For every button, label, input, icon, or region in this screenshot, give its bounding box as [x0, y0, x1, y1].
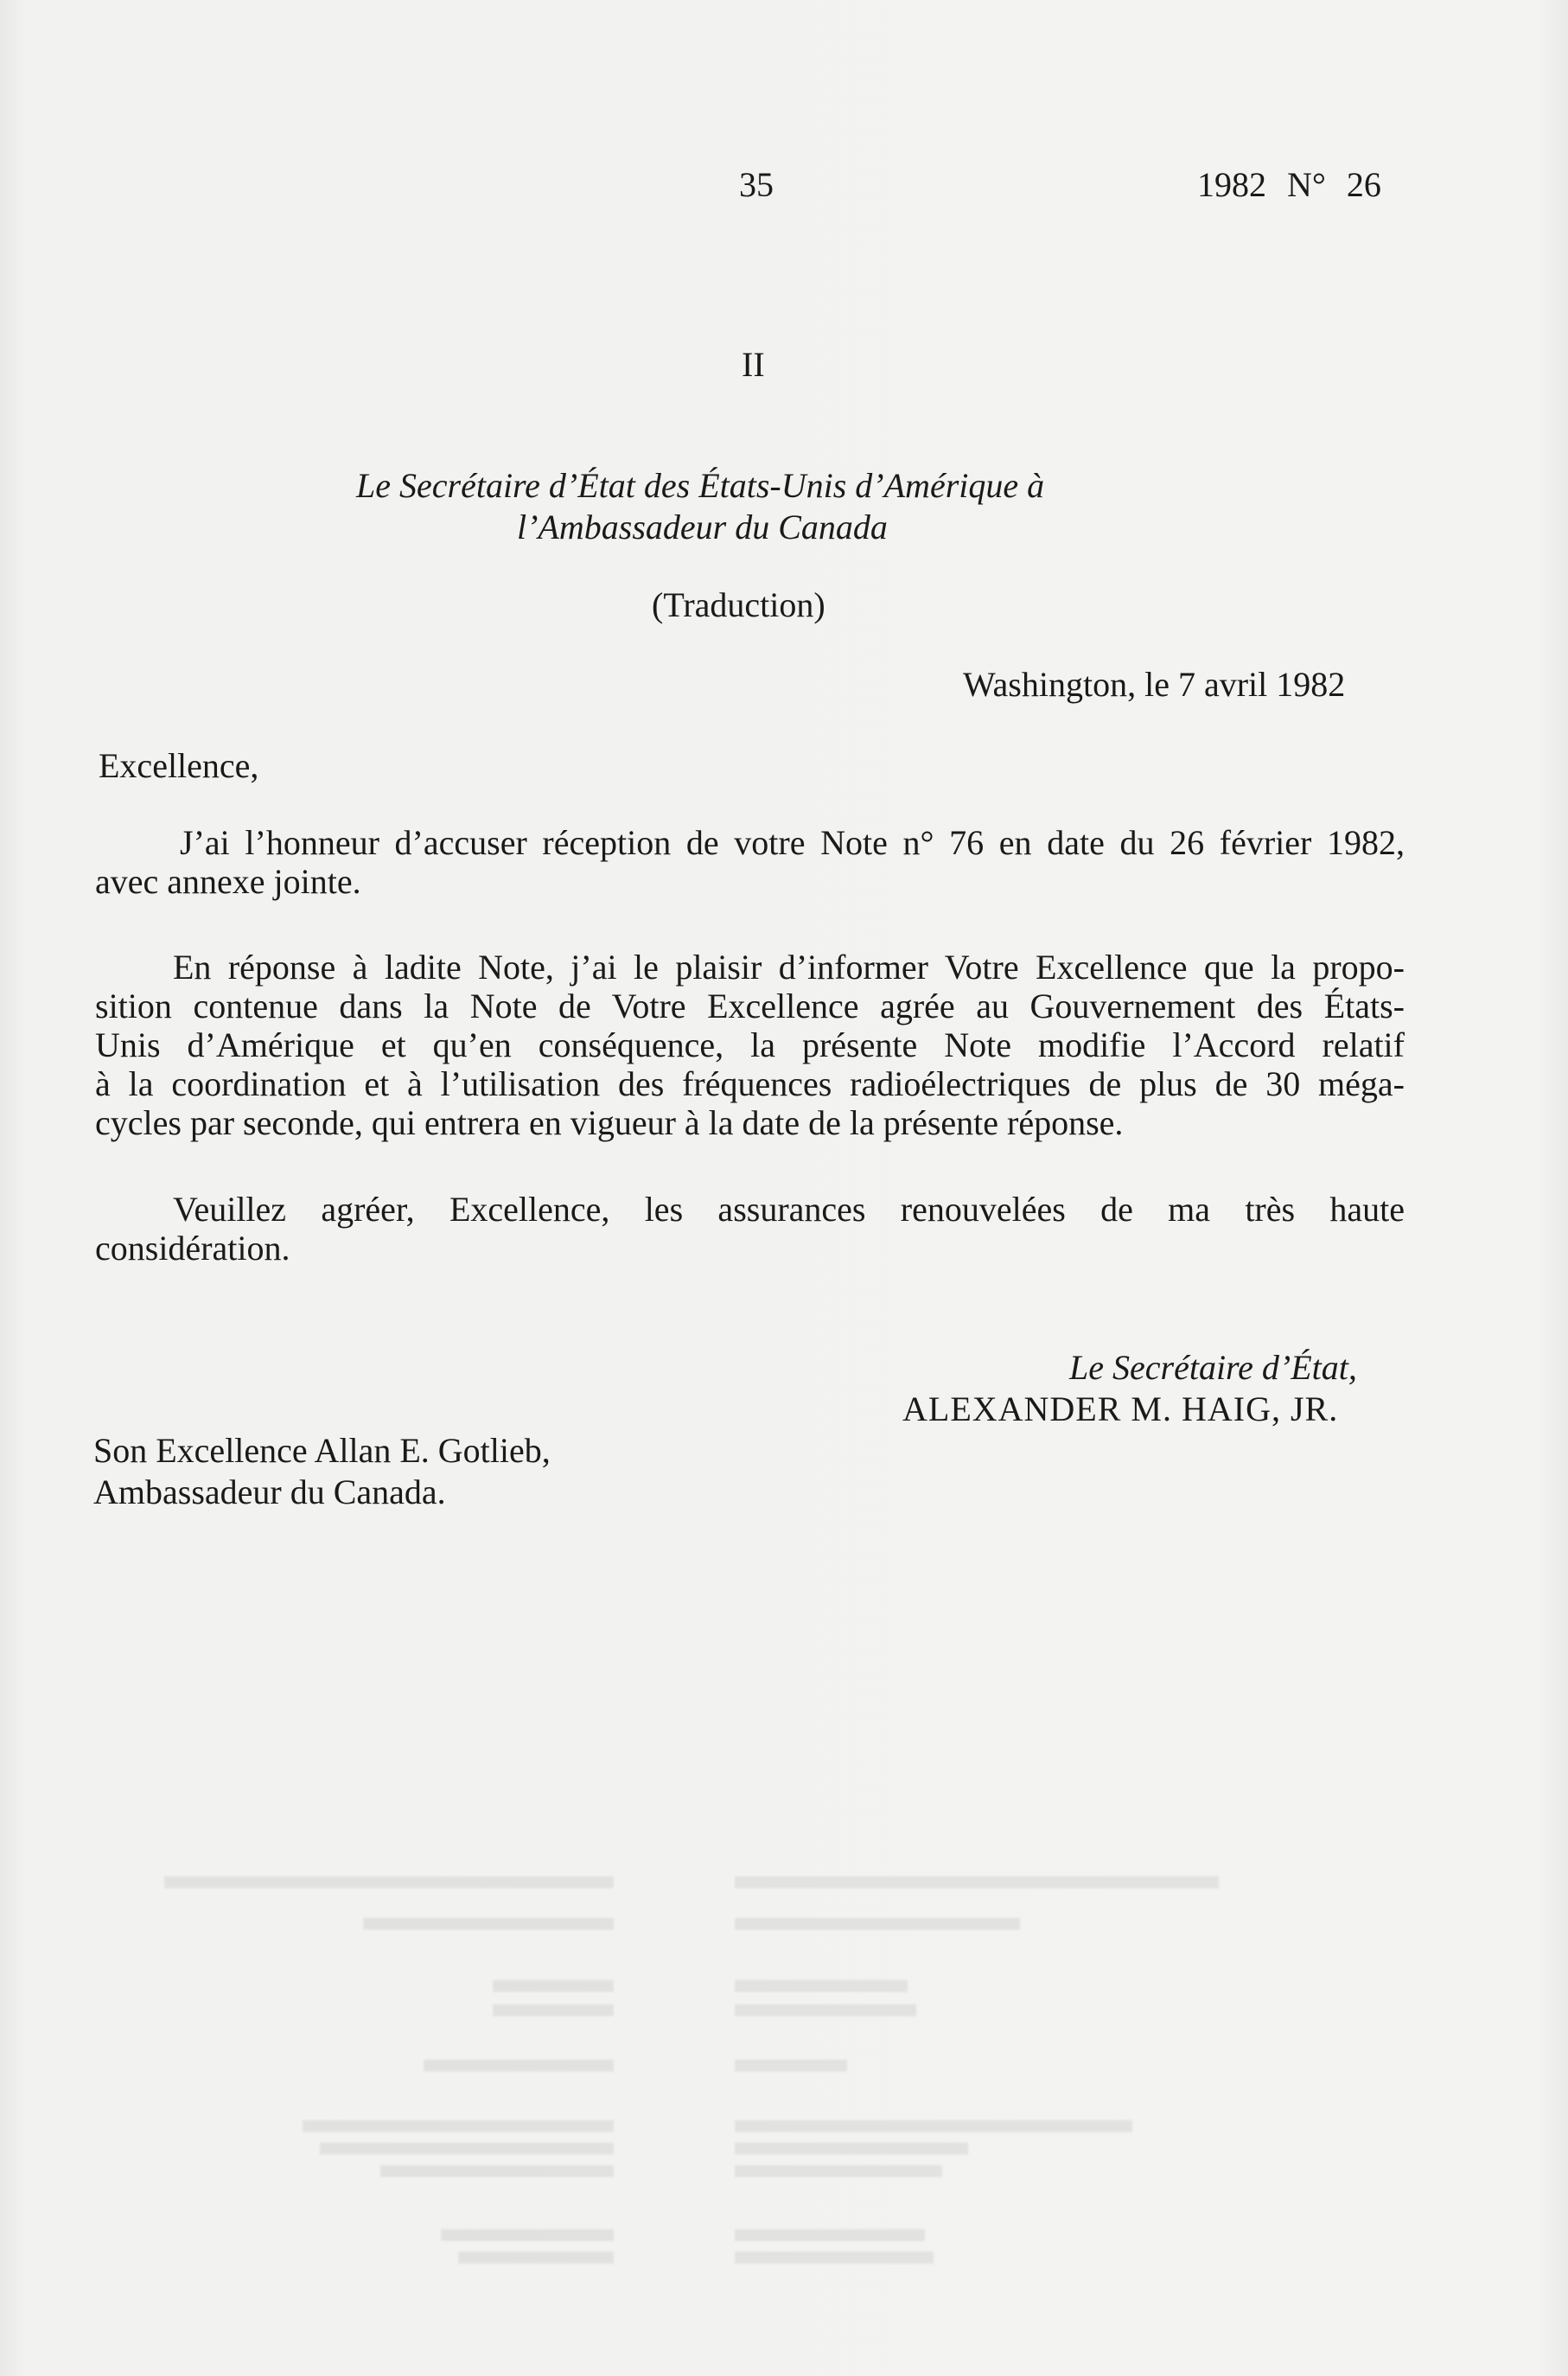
- dateline: Washington, le 7 avril 1982: [963, 665, 1346, 704]
- title-line-1: Le Secrétaire d’État des États-Unis d’Amérique à: [356, 466, 1045, 505]
- paragraph-2: [95, 948, 1405, 1142]
- signature-title: Le Secrétaire d’État,: [1069, 1348, 1357, 1387]
- paragraph-2-line-5: cycles par seconde, qui entrera en vigueur à la date de la présente réponse.: [95, 1103, 1124, 1142]
- paragraph-2-line-3: Unis d’Amérique et qu’en conséquence, la présente Note modifie l’Accord relatif: [95, 1025, 1405, 1064]
- addressee-line-1: Son Excellence Allan E. Gotlieb,: [93, 1431, 551, 1470]
- paragraph-2-line-4: à la coordination et à l’utilisation des fréquences radioélectriques de plus de 30 méga-: [95, 1064, 1405, 1103]
- paragraph-3-line-2: considération.: [95, 1229, 290, 1268]
- addressee-line-2: Ambassadeur du Canada.: [93, 1472, 446, 1511]
- year-and-number: 1982 N° 26: [1197, 165, 1381, 204]
- paragraph-2-line-2: sition contenue dans la Note de Votre Excellence agrée au Gouvernement des États-: [95, 987, 1405, 1025]
- paragraph-3: [95, 1190, 1405, 1268]
- paragraph-2-line-1: En réponse à ladite Note, j’ai le plaisir d’informer Votre Excellence que la propo-: [173, 948, 1405, 987]
- paragraph-1-line-2: avec annexe jointe.: [95, 862, 361, 901]
- bleed-through-text: [164, 1876, 1288, 2291]
- salutation: Excellence,: [99, 746, 259, 785]
- page-number: 35: [739, 165, 774, 204]
- translation-note: (Traduction): [652, 585, 825, 624]
- section-numeral: II: [742, 345, 765, 384]
- paragraph-3-line-1: Veuillez agréer, Excellence, les assurances renouvelées de ma très haute: [173, 1190, 1405, 1229]
- title-line-2: l’Ambassadeur du Canada: [517, 508, 888, 546]
- signature-name: ALEXANDER M. HAIG, JR.: [902, 1389, 1339, 1428]
- paragraph-1-line-1: J’ai l’honneur d’accuser réception de votre Note n° 76 en date du 26 février 1982,: [180, 823, 1405, 862]
- paragraph-1: [95, 823, 1405, 901]
